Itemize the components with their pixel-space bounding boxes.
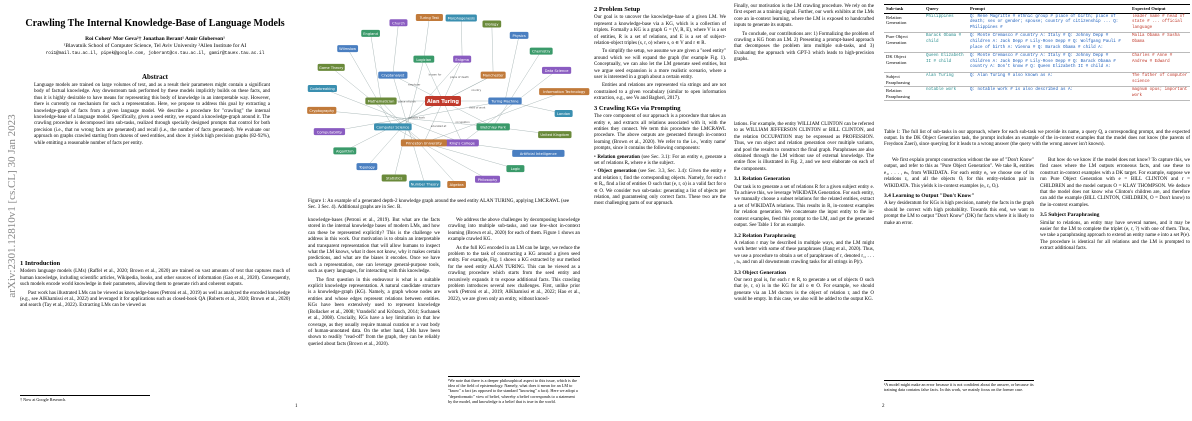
- section-3-heading: 3 Crawling KGs via Prompting: [594, 104, 681, 112]
- graph-node-label: Computer Science: [376, 125, 410, 130]
- graph-center-label: Alan Turing: [427, 99, 459, 105]
- graph-node: [382, 174, 407, 181]
- table-cell-task: DK Object Generation: [884, 53, 924, 73]
- graph-node-label: Philosophy: [477, 177, 498, 182]
- table-cell-prompt: Q: Monte Cremasco # country A: Italy # Q: Johnny Depp # children A: Jack Depp # Lily-Rose Depp # Q: Barack Obama # country A: Don't know # Q: Queen Elizabeth II # child A:: [968, 53, 1130, 73]
- page-number-2: 2: [882, 404, 885, 409]
- bullet-relation-generation: • Relation generation (see Sec. 3.1): For an entity e, generate a set of relations Rₑ where e is the subject.: [594, 154, 727, 166]
- graph-node-label: Chemistry: [531, 49, 551, 54]
- graph-node: [447, 181, 466, 188]
- graph-node-label: Game Theory: [319, 65, 344, 70]
- graph-node: [361, 30, 380, 37]
- graph-edge: [424, 143, 516, 169]
- authors-block: [20, 36, 290, 57]
- bullet-1-text: (see Sec. 3.1): For an entity e, generate a set of relations Rₑ where e is the subject.: [594, 154, 727, 166]
- graph-node: [314, 128, 345, 135]
- sec2-paragraph-2: To simplify the setup, we assume we are given a "seed entity" around which we will expand the graph (for example Fig. 1). Conceptually, we can also let the LM generate seed entities, but we argue seed expansion is a more realistic scenario, where a user is interested in a graph about a certain entity.: [594, 49, 726, 81]
- col2-paragraph-2: The first question in this endeavour is what is a suitable explicit knowledge representation. A natural candidate structure is a knowledge-graph (KG). Namely, a graph whose nodes are entities and whose edges represent relations between entities. KGs have been extensively used to represent knowledge (Bollacker et al., 2008; Vrandečić and Krötzsch, 2014; Suchanek et al., 2008). Crucially, KGs have a key limitation in that low coverage, as they usually require manual curation or a vast body of human-annotated data. On the other hand, LMs have been shown to readily "read-off" from the graph, they can be reliably queried about facts (Brown et al., 2020).: [308, 277, 440, 347]
- graph-node-label: Morphogenesis: [447, 16, 475, 21]
- col2-paragraph-1: knowledge-bases (Petroni et al., 2019). But what are the facts stored in the internal knowledge bases of modern LMs, and how can these be represented explicitly? This is the challenge we address in this work. Our motivation is to obtain an interpretable and transparent representation that will allow humans to inspect what the LM knows, what it does not know, why it makes certain predictions, and what are the biases it encodes. Once we have such a representation, one can leverage general-purpose tools, such as query languages, for interacting with this knowledge.: [308, 218, 440, 275]
- arxiv-stamp: arXiv:2301.12810v1 [cs.CL] 30 Jan 2023: [6, 114, 18, 298]
- graph-node-label: Turing Test: [419, 16, 439, 21]
- graph-node: [539, 88, 589, 95]
- graph-node: [416, 14, 443, 21]
- graph-edge: [393, 23, 399, 75]
- graph-node-label: Turing Machine: [491, 99, 519, 104]
- table-header-prompt: Prompt: [968, 5, 1130, 14]
- graph-edge-label: place of death: [450, 75, 469, 79]
- graph-node: [488, 98, 521, 105]
- table-cell-output: The father of computer science: [1130, 72, 1190, 86]
- graph-center-node: [425, 96, 461, 106]
- sec3-paragraph-2: Finally, our motivation is the LM crawling procedure. We rely on the first expert as a training signal. Further, our work exhibits at the LMs core an in-context learning, where the LM is exposed to handcrafted inputs to generate its outputs.: [734, 4, 874, 29]
- bullet-1-heading: Relation generation: [597, 154, 640, 160]
- graph-node-label: London: [557, 112, 571, 117]
- page1-col3: [448, 218, 580, 305]
- graph-edge: [493, 51, 541, 127]
- graph-node-label: England: [363, 31, 378, 36]
- page-2: [594, 0, 1190, 421]
- table-cell-task: Subject Paraphrasing: [884, 72, 924, 86]
- table-cell-output: Charles # Anne # Andrew # Edward: [1130, 53, 1190, 73]
- col2-paragraph-3: We address the above challenges by decomposing knowledge crawling into multiple sub-tasks, and use few-shot in-context learning (Brown et al., 2020) for each of them. Figure 1 shows an example crawled KG.: [448, 218, 580, 243]
- figure-1-caption: Figure 1: An example of a generated depth-2 knowledge graph around the seed entity ALAN TURING, applying LMCRAWL (see Sec. 3 Sec. 4). Additional graphs are in Sec. B.: [308, 199, 570, 211]
- graph-node: [308, 85, 337, 92]
- graph-node: [482, 21, 501, 28]
- graph-node: [476, 123, 509, 130]
- graph-node-label: Physics: [512, 33, 526, 38]
- graph-edge: [424, 59, 443, 101]
- graph-node: [365, 98, 396, 105]
- graph-node-label: Cryptanalyst: [381, 73, 405, 78]
- graph-node-label: Bletchley Park: [480, 125, 506, 130]
- graph-edge: [492, 24, 493, 75]
- sec3-paragraph-3: To conclude, our contributions are: 1) Formalizing the problem of crawling a KG from an LM. 2) Presenting a prompt-based approach that decomposes the problem into multiple sub-tasks, and 3) Evaluating the approach with GPT-3 which leads to high-precision graphs.: [734, 31, 874, 63]
- graph-node-label: Number Theory: [410, 182, 439, 187]
- graph-node: [555, 110, 573, 117]
- sec33-paragraph: Our next goal is, for each r ∈ R, to generate a set of objects O such that (e, r, o) is in the KG for all o ∈ O. For example, we should generate via an LM doctors is the object of relation r, and the O would be empty. In this case, we also will be added to the output KG.: [734, 277, 874, 303]
- page-1: [20, 0, 586, 421]
- graph-node-label: Algebra: [449, 183, 464, 188]
- knowledge-graph-figure: [308, 6, 586, 196]
- graph-edge-label: educated at: [430, 124, 447, 128]
- graph-node-label: Computability: [316, 130, 343, 135]
- graph-node: [409, 181, 440, 188]
- section-3-4-heading: 3.4 Learning to Output "Don't Know": [884, 193, 975, 200]
- graph-node-label: Logician: [416, 57, 432, 62]
- table-row: [884, 33, 1190, 53]
- page-number-1: 1: [295, 404, 298, 409]
- graph-node: [413, 56, 434, 63]
- bullet-2-text: (see Sec. 3.3, Sec. 3.4): Given the entity e and relation r, find the corresponding objects. Namely, for each r ∈ Rₑ, find a list of entities O such that (e, r, o) is a valid fact for o ∈ O. We consider two sub-tasks: generating a list of objects per relation, and guaranteeing only correct facts. These two are the most challenging parts of our approach.: [594, 169, 726, 207]
- table-cell-output: leader name # head of state # ... official language: [1130, 13, 1190, 33]
- graph-node: [506, 165, 524, 172]
- graph-node-label: Data Science: [544, 68, 569, 73]
- table-row: [884, 13, 1190, 33]
- graph-node-label: Princeton University: [405, 141, 442, 146]
- graph-edge-label: employer: [408, 83, 421, 87]
- page1-col2: [308, 218, 440, 350]
- table-cell-query: Philippines: [924, 13, 968, 33]
- table-row: [884, 72, 1190, 86]
- bullet-object-generation: • Object generation (see Sec. 3.3, Sec. 3.4): Given the entity e and relation r, find the corresponding objects. Namely, for each r ∈ Rₑ, find a list of entities O such that (e, r, o) is a valid fact for o ∈ O. We consider two sub-tasks: generating a list of objects per relation, and guaranteeing only correct facts. These two are the most challenging parts of our approach.: [594, 169, 726, 207]
- intro-heading: 1 Introduction: [20, 260, 61, 267]
- graph-node-label: Manchester: [482, 73, 504, 78]
- footnote-google: † Now at Google Research.: [20, 395, 150, 402]
- graph-node: [389, 19, 407, 26]
- abstract-heading: Abstract: [141, 73, 169, 81]
- graph-node-label: Artificial Intelligence: [519, 151, 557, 156]
- table-cell-query: Queen Elizabeth II # child: [924, 53, 968, 73]
- sec35-paragraph: Similar to relations, an entity may have several names, and it may be easier for the LM to complete the triplet (e, r, ?) with one of them. Thus, we take a paraphrasing approach to extend an entity name e into a set P(e). The procedure is identical for all relations and the LM is prompted to extract additional facts.: [1040, 220, 1190, 252]
- section-3-1-heading: 3.1 Relation Generation: [734, 176, 791, 183]
- section-2-heading: 2 Problem Setup: [594, 6, 641, 13]
- table-row: [884, 53, 1190, 73]
- graph-node-label: Cryptography: [309, 108, 335, 113]
- graph-node: [542, 67, 571, 74]
- section-3-3-heading: 3.3 Object Generation: [734, 269, 787, 276]
- graph-node: [318, 64, 345, 71]
- table-cell-output: magnum opus; important work: [1130, 87, 1190, 101]
- graph-node: [530, 48, 553, 55]
- author-emails: roi1@mail.tau.ac.il, pipek@google.com, joberant@cs.tau.ac.il, gamir@tauex.tau.ac.il: [45, 51, 265, 56]
- graph-node-label: United Kingdom: [540, 133, 570, 138]
- graph-node-label: Wilmslow: [339, 47, 357, 52]
- sec31-paragraph: Our task is to generate a set of relations R for a given subject entity e. To achieve this, we leverage WIKIDATA Generation. For each entity, we manually choose a subset relations for the related entities, extract a set of WIKIDATA relations. This results in R, in-context examples for relation generation. We concatenate the input entity to the in-context examples, feed this prompt to the LM, and get the generated output. See Table 1 for an example.: [734, 184, 874, 229]
- graph-node-label: Statistics: [385, 176, 403, 181]
- graph-edge-label: notable work: [408, 116, 426, 120]
- graph-edge-label: country: [471, 88, 482, 92]
- table-1: [884, 4, 1190, 101]
- table-cell-query: notable work: [924, 87, 968, 101]
- table-header-output: Expected Output: [1130, 5, 1190, 14]
- graph-node: [475, 176, 500, 183]
- graph-node: [307, 107, 336, 114]
- footnote-philosophy: ¹We note that there is a deeper philosophical aspect to this issue, which is the idea of the field of epistemology. Namely, what does it mean for an LM to "know" a fact (as opposed to the standard "knowing" a fact). Here we adopt a "deperformatic" view of belief, whereby a belief corresponds to a statement by the model, and knowledge is a belief that is true in the world.: [448, 376, 580, 404]
- graph-node: [538, 131, 571, 138]
- graph-edge: [424, 18, 430, 60]
- intro-paragraph-2: Past work has illustrated LMs can be viewed as knowledge-bases (Petroni et al., 2019) as well as analyzed the encoded knowledge (e.g., see AlKhamissi et al., 2022) and leveraged it for applications such as closed-book QA (Roberts et al., 2020; Brown et al., 2020) and search (Tay et al., 2022). Extracting LMs can be viewed as: [20, 290, 290, 309]
- page2-col2: [734, 122, 874, 306]
- graph-node: [445, 139, 478, 146]
- graph-node-label: Information Technology: [543, 90, 586, 95]
- graph-node-label: Mathematician: [367, 99, 395, 104]
- section-3-2-heading: 3.2 Relation Paraphrasing: [734, 232, 796, 239]
- page2-col1: [594, 4, 726, 210]
- graph-edge-label: known for: [428, 73, 442, 77]
- page2-col4: [1040, 158, 1190, 255]
- table-cell-prompt: Q: René Magritte # ethnic group # place of birth; place of death; sex or gender; spouse; country of citizenship ... Q: Philippines #: [968, 13, 1130, 33]
- table-cell-query: Alan Turing: [924, 72, 968, 86]
- graph-node-label: Algorithm: [336, 149, 354, 154]
- graph-edge-label: field of work: [469, 106, 486, 110]
- sec2-paragraph-1: Our goal is to uncover the knowledge-base of a given LM. We represent a knowledge-base via a KG, which is a collection of triplets. Formally a KG is a graph G = (V, R, E), where V is a set of entities, R is a set of relations, and E is a set of subject-relation-object triples (s, r, o) where s, o ∈ V and r ∈ R.: [594, 15, 726, 47]
- page2-col1b: [734, 4, 874, 66]
- graph-node: [510, 32, 529, 39]
- page2-col3: [884, 158, 1034, 229]
- graph-edge: [505, 35, 519, 101]
- col3-paragraph-1: We first explain prompt construction without the use of "Don't Know" output, and refer to this as "Pure Object Generation". We take Rₑ entities e₁, . . . , eₖ, from WIKIDATA. For each entity eᵢ, we choose one of its relations rᵢ, and all the objects Oᵢ for this entity-relation pair in WIKIDATA. This yields k in-context examples (eᵢ, rᵢ, Oᵢ).: [884, 158, 1034, 189]
- graph-node-label: Biology: [485, 22, 499, 27]
- table-header-subtask: Sub-task: [884, 5, 924, 14]
- graph-node: [446, 14, 477, 21]
- graph-node-label: Topology: [358, 165, 375, 170]
- sec32-paragraph: A relation r may be described in multiple ways, and the LM might work better with some of these paraphrases (Jiang et al., 2020). Thus, we use a procedure to obtain a set of paraphrases of r, denoted r₁, . . . , rₖ, and run all downstream crawling tasks for all strings in P(r).: [734, 240, 874, 266]
- sec34-paragraph: A key desideratum for KGs is high precision, namely the facts in the graph should be correct with high probability. Towards this end, we want to prompt the LM to output "Don't Know" (DK) for facts where it is likely to make an error.: [884, 201, 1034, 226]
- graph-edge: [393, 127, 488, 179]
- graph-node-label: Codebreaking: [309, 87, 335, 92]
- table-cell-prompt: Q: Monte Cremasco # country A: Italy # Q: Johnny Depp # children A: Jack Depp # Lily-Rose Depp # Q: Wolfgang Pauli # place of birth A: Vienna # Q: Barack Obama # child A:: [968, 33, 1130, 53]
- table-cell-task: Pure Object Generation: [884, 33, 924, 53]
- table-cell-prompt: Q: notable work # is also described as A:: [968, 87, 1130, 101]
- graph-node: [333, 147, 356, 154]
- intro-section: [20, 258, 290, 312]
- footnote-error: ²A model might make an error because it is not confident about the answer, or because its training data contains false facts. In this work, we mainly focus on the former case.: [884, 382, 1034, 393]
- graph-node-label: King's College: [449, 141, 475, 146]
- graph-node: [374, 123, 412, 130]
- graph-node: [453, 56, 471, 63]
- graph-node: [512, 150, 564, 157]
- graph-node-label: Enigma: [455, 57, 469, 62]
- bullet-2-heading: Object generation: [597, 169, 637, 175]
- col2-paragraph-4: As the full KG encoded in an LM can be large, we reduce the problem to the task of constructing a KG around a given seed entity. For example, Fig. 1 shows a KG extracted by our method for the seed entity ALAN TURING. This can be viewed as a crawling procedure which starts from the seed entity and recursively expands it to expose additional facts. This crawling problem introduces several new challenges. First, unlike prior work (Petroni et al., 2019; AlKhamissi et al., 2022; Hao et al., 2022), we are given only an entity, without knowl-: [448, 245, 580, 302]
- graph-node: [481, 72, 506, 79]
- col2p2-paragraph-1: lations. For example, the entity WILLIAM CLINTON can be referred to as WILLIAM JEFFERSON CLINTON or BILL CLINTON, and the relation OCCUPATION may be expressed as PROFESSION. Thus, we run object and relation generation over multiple variants, and pool the results to construct the final graph. Paraphrases are also obtained through the LM without use of external knowledge. The entire flow is illustrated in Fig. 2, and we next elaborate on each of the components.: [734, 122, 874, 172]
- table-cell-prompt: Q: Alan Turing # also known as A:: [968, 72, 1130, 86]
- graph-edge: [443, 59, 462, 101]
- graph-node: [356, 163, 377, 170]
- page2-right: [884, 0, 1190, 421]
- sec2-paragraph-3: Entities and relations are represented via strings and are not constrained to a given vocabulary (similar to open information extraction, e.g., see Vo and Bagheri, 2017).: [594, 83, 726, 102]
- sec3-paragraph-1: The core component of our approach is a procedure that takes an entity e, and extracts all relations associated with it, with the entities they connect. We term this procedure the LMCRAWL procedure. The above outputs are generated through in-context learning (Brown et al., 2020). We refer to the i.e., 'entity name' prompts, since it contains the following components:: [594, 114, 726, 152]
- graph-node-label: Church: [392, 21, 405, 26]
- table-cell-task: Relation Paraphrasing: [884, 87, 924, 101]
- graph-node: [337, 45, 358, 52]
- table-row: [884, 87, 1190, 101]
- graph-edge-label: occupation: [455, 120, 470, 124]
- author-names: Roi Cohen¹ Mor Geva²† Jonathan Berant¹ Amir Globerson¹: [85, 36, 225, 42]
- section-3-5-heading: 3.5 Subject Paraphrasing: [1040, 212, 1100, 219]
- graph-edge: [461, 18, 462, 59]
- graph-node-label: Logic: [510, 167, 521, 172]
- graph-node: [378, 72, 407, 79]
- table-cell-task: Relation Generation: [884, 13, 924, 33]
- table-1-caption: Table 1: The full list of sub-tasks in our approach, where for each sub-task we provide its name, a query Q, a corresponding prompt, and the expected output. In the DK Object Generation task, the prompt includes an example of the in-context examples that the model does not know (the parents of Freydoon Zaeri), since querying for it leads to a wrong answer (the query with the wrong answer isn't known).: [884, 130, 1190, 148]
- author-affiliations: ¹Blavatnik School of Computer Science, Tel Aviv University ²Allen Institute for AI: [63, 43, 247, 49]
- col3-paragraph-2: But how do we know if the model does not know? To capture this, we find cases where the LM outputs erroneous facts, and use these to construct in-context examples with a DK target. For example, suppose we run Pure Object Generation with e = BILL CLINTON and r = CHILDREN and the model outputs O = KLAY THOMPSON. We deduce that the model does not know who Clinton's children are, and therefore can add the example (BILL CLINTON, CHILDREN, O = Don't know) to the in-context examples.: [1040, 158, 1190, 208]
- intro-paragraph-1: Modern language models (LMs) (Raffel et al., 2020; Brown et al., 2020) are trained on vast amounts of text that captures much of human knowledge, including scientific articles, Wikipedia, books, and other sources of information (Gao et al., 2020). Consequently, such models encode world knowledge in their parameters, allowing them to generate rich and coherent outputs.: [20, 269, 290, 288]
- graph-edge-label: place of birth: [398, 100, 416, 104]
- table-header-query: Query: [924, 5, 968, 14]
- graph-node: [401, 139, 447, 146]
- paper-title: Crawling The Internal Knowledge-Base of Language Models: [25, 18, 285, 29]
- table-cell-query: Barack Obama # child: [924, 33, 968, 53]
- abstract-text: Language models are trained on large volumes of text, and as a result their parameters might contain a significant body of factual knowledge. Any downstream task performed by these models implicitly builds on these facts, and thus it is highly desirable to have means for representing this body of knowledge in an interpretable way. However, there is currently no mechanism for such a representation. Here, we propose to address this goal by extracting a knowledge-graph of facts from a given language model. We describe a procedure for "crawling" the internal knowledge-base of a language model. Specifically, given a seed entity, we expand a knowledge-graph around it. The crawling procedure is decomposed into sub-tasks, realized through specially designed prompts that control for both precision (i.e., that no wrong facts are generated) and recall (i.e., the number of facts generated). We evaluate our approach on graphs crawled starting from dozens of seed entities, and show it yields high precision graphs (82-92%), while emitting a reasonable number of facts per entity.: [34, 83, 270, 146]
- table-cell-output: Malia Obama # Sasha Obama: [1130, 33, 1190, 53]
